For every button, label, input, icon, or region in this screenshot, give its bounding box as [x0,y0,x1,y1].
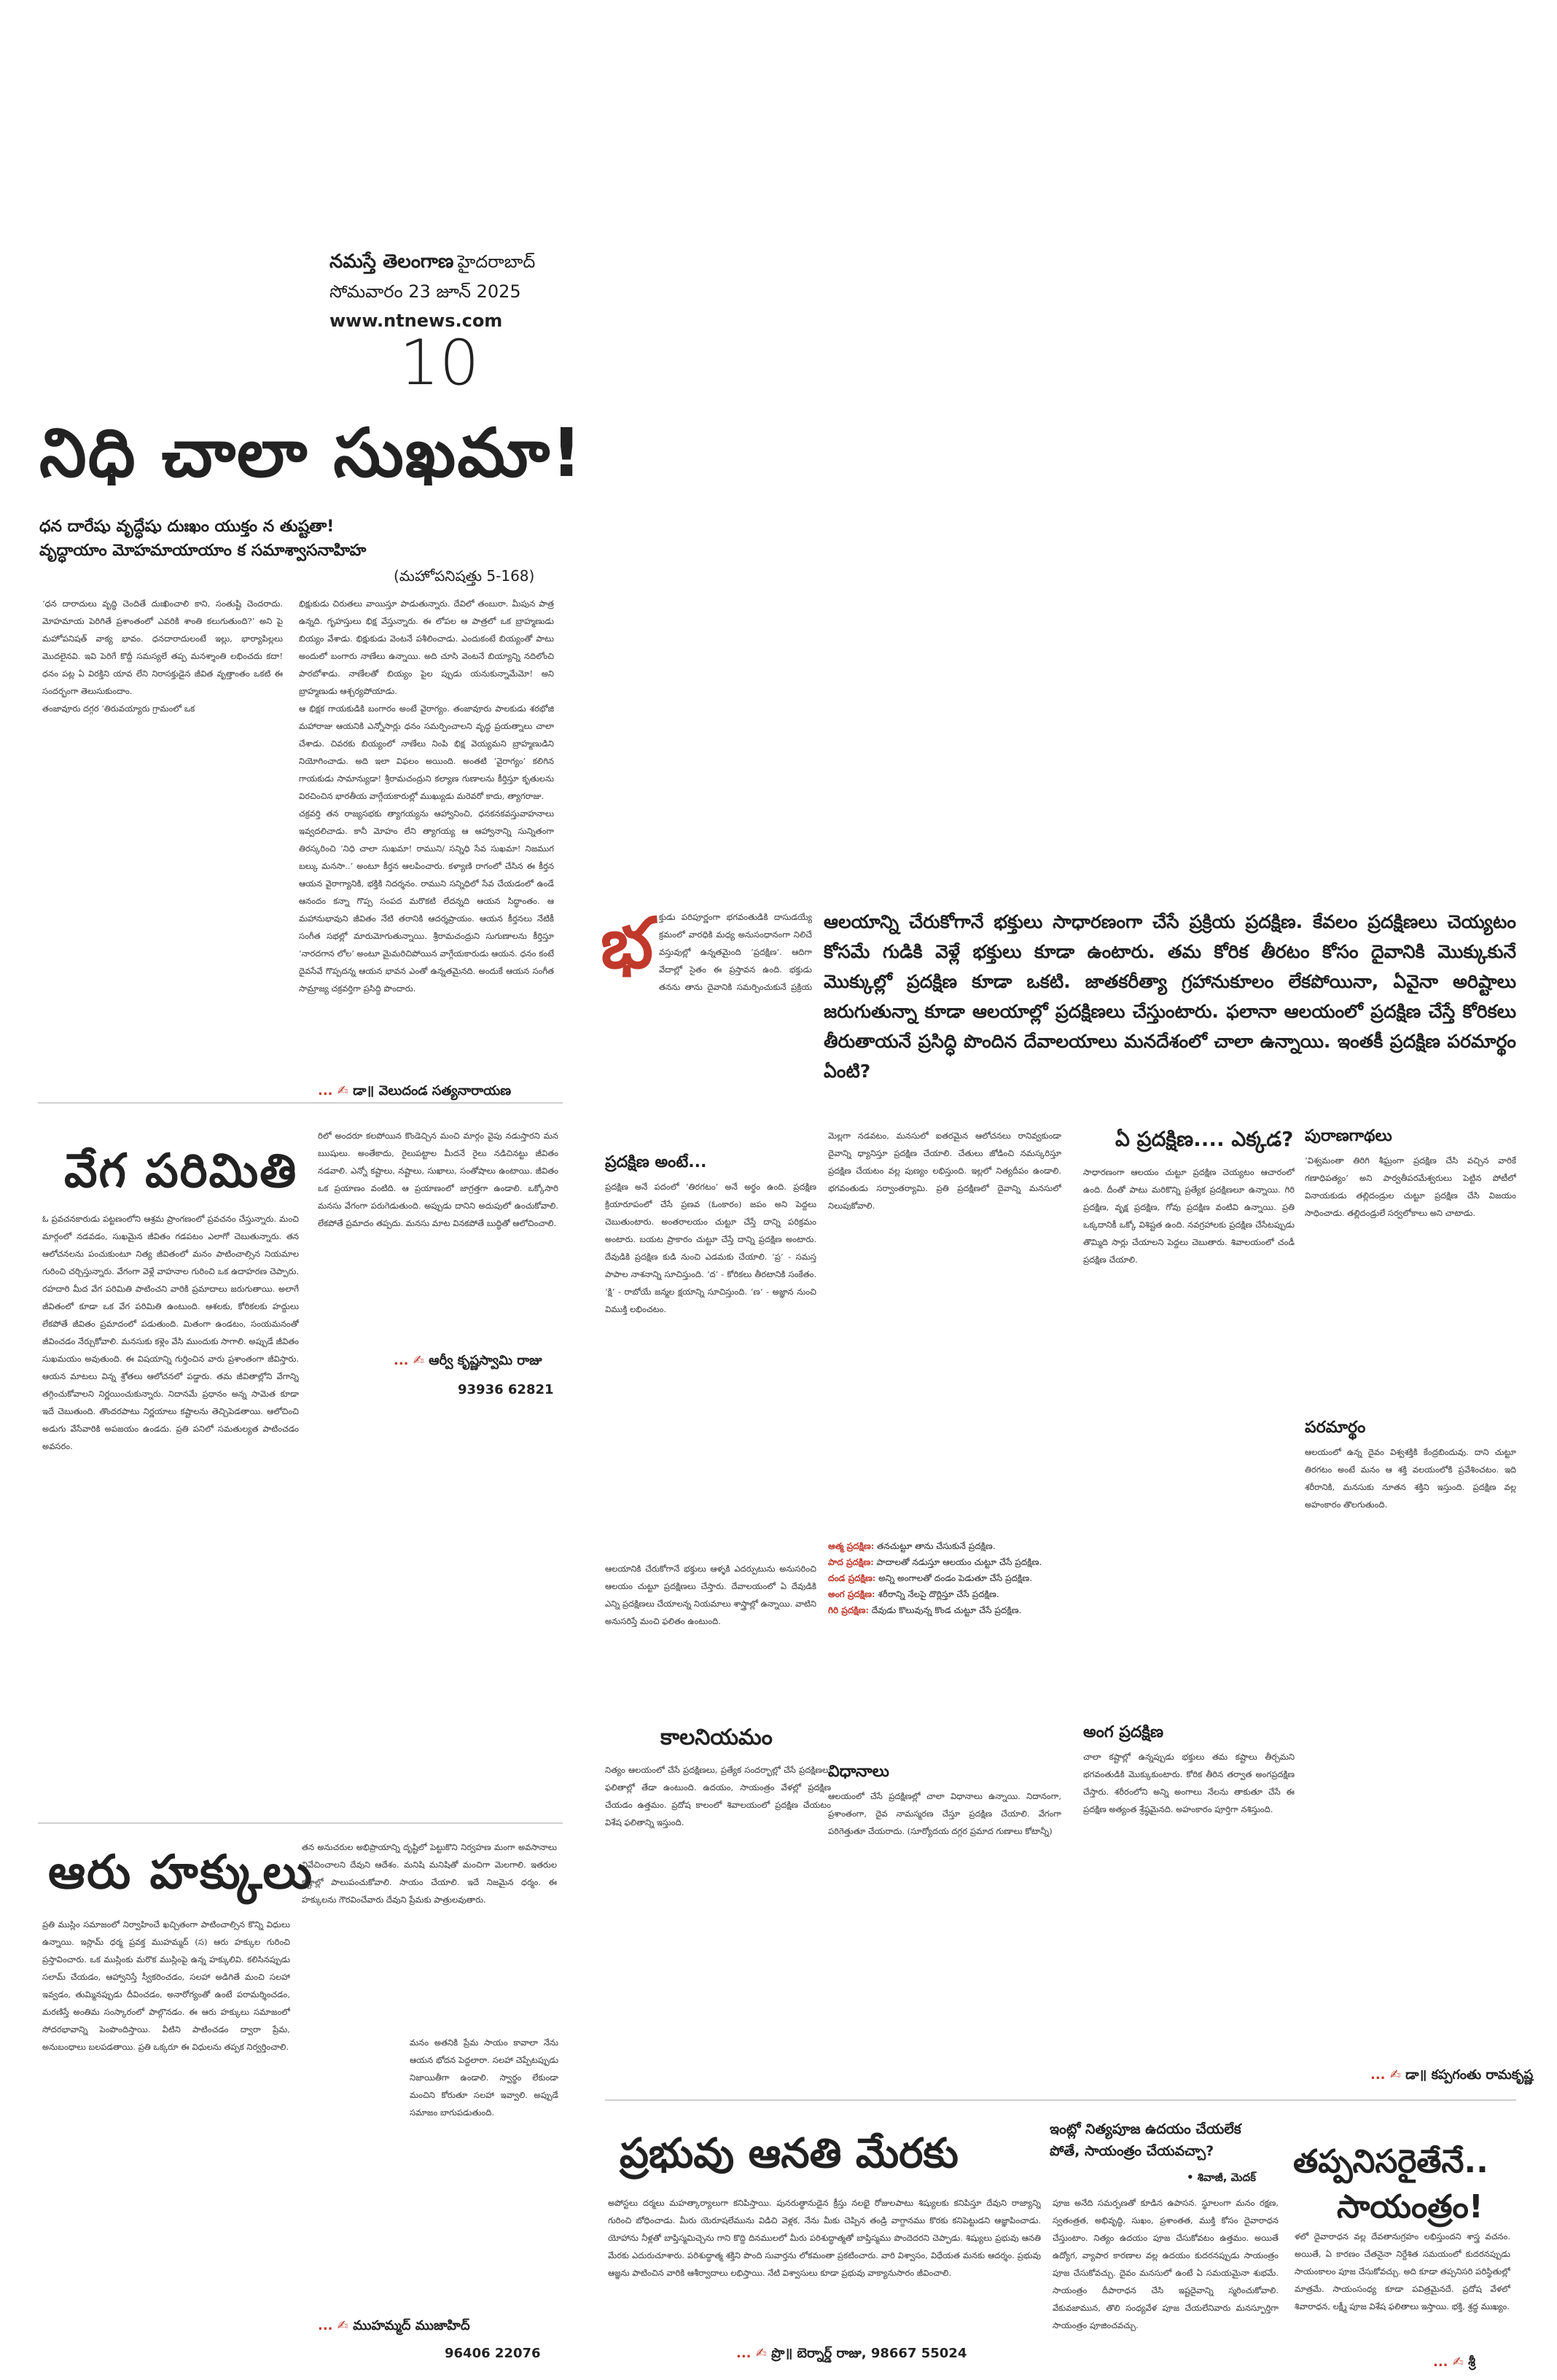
divider [38,1822,563,1824]
speed-byline: ... ✍ ఆర్వీ కృష్ణస్వామి రాజు [394,1353,542,1368]
verse-line-2: వృద్ధాయాం మోహమాయాయాం క సమాశ్వాసనాహిహ [39,542,367,560]
rights-author: ముహమ్మద్ ముజాహిద్ [353,2318,470,2333]
head-anga-pradakshina: అంగ ప్రదక్షిణ [1083,1723,1164,1741]
rights-phone: 96406 22076 [445,2346,541,2361]
rights-title: ఆరు హక్కులు [48,1846,314,1900]
type-item: గిరి ప్రదక్షిణ: దేవుడు కొలువున్న కొండ చుట్టూ చేసే ప్రదక్షిణ. [828,1605,1022,1615]
pen-icon: ✍ [413,1353,424,1368]
speed-phone: 93936 62821 [458,1382,554,1397]
divider [38,1102,563,1104]
pradakshina-col-1b: ప్రదక్షిణ అనే పదంలో ‘తిరగటం’ అనే అర్థం ఉంది. ప్రదక్షిణ క్రియారూపంలో చేసే ప్రణవ (ఓంకారం) జపం అని పెద్దలు చెబుతుంటారు. అంతరాలయం చుట్టూ చేస్తే దాన్ని పరిక్రమం అంటారు. బయట ప్రాకారం చుట్టూ చేస్తే దాన్ని ప్రదక్షిణ అంటారు. దేవుడికి ప్రదక్షిణ కుడి నుంచి ఎడమకు చేయాలి. ‘ప్ర’ - సమస్త పాపాల నాశనాన్ని సూచిస్తుంది. ‘ద’ - కోరికలు తీరటానికి సంకేతం. ‘క్షి’ - రాబోయే జన్మల క్షయాన్ని సూచిస్తుంది. ‘ణ’ - అజ్ఞాన నుంచి విముక్తి లభించటం. [605,1182,816,1314]
dropcap: భ [601,902,653,984]
verse-line-1: ధన దారేషు వృద్ధేషు దుఃఖం యుక్తం న తుష్టతా! [39,518,335,536]
must-byline: ... ✍ శ్రీ [1433,2354,1476,2370]
rights-body-col-2: తన అనుచరుల అభిప్రాయాన్ని దృష్టిలో పెట్టుకొని నిర్వహణ మంగా అవసానాలు వివేచించాలని దేవుని ఆదేశం. మనిషి మనిషితో మంచిగా మెలగాలి. ఇతరుల కష్టాల్లో పాలుపంచుకోవాలి. సాయం చేయాలి. ఇదే నిజమైన ధర్మం. ఈ హక్కులను గౌరవించేవారు దేవుని ప్రేమకు పాత్రులవుతారు. [302,1842,557,1905]
box-title: ఏ ప్రదక్షిణ.... ఎక్కడ? [1115,1127,1294,1151]
pen-icon: ✍ [1389,2067,1401,2083]
verse-source: (మహోపనిషత్తు 5-168) [394,567,535,585]
prabhuvu-author: ప్రొ॥ బెర్నార్డ్ రాజు [771,2346,862,2361]
must-title-line-1: తప్పనిసరైతేనే.. [1293,2143,1488,2180]
pradakshina-col-4b: ఆలయంలో ఉన్న దైవం విశ్వశక్తికి కేంద్రబిందువు. దాని చుట్టూ తిరగటం అంటే మనం ఆ శక్తి వలయంలోకి ప్రవేశించటం. ఇది శరీరానికి, మనసుకు నూతన శక్తిని ఇస్తుంది. ప్రదక్షిణ వల్ల అహంకారం తొలగుతుంది. [1305,1447,1516,1510]
head-puranagathalu: పురాణగాథలు [1305,1127,1392,1145]
masthead [329,251,563,331]
paper-name: నమస్తే తెలంగాణ [329,251,454,273]
type-item: పాద ప్రదక్షిణ: పాదాలతో నడుస్తూ ఆలయం చుట్టూ చేసే ప్రదక్షిణ. [828,1557,1042,1567]
pradakshina-author: డా॥ కప్పగంతు రామకృష్ణ [1405,2067,1534,2083]
speed-body-col-2: రిలో అందరూ కలపోయిన కొండెచ్చిన మంచి మార్గం వైపు నడుస్తారని మన ఋషులు. అంతేకాదు, రైలుపట్టాల మీదనే రైలు నడిచినట్టు జీవితం నడవాలి. ఎన్నో కష్టాలు, నష్టాలు, సుఖాలు, సంతోషాలు ఉంటాయి. జీవితం ఒక ప్రయాణం వంటిది. ఆ ప్రయాణంలో జాగ్రత్తగా ఉండాలి. ఒక్కోసారి మనసు వేగంగా పరుగెడుతుంది. అప్పుడు దానిని అదుపులో ఉంచుకోవాలి. లేకపోతే ప్రమాదం తప్పదు. మనసు మాట వినకపోతే బుద్ధితో ఆలోచించాలి. [318,1131,558,1228]
head-vidhanalu: విధానాలు [828,1763,889,1781]
speed-author: ఆర్వీ కృష్ణస్వామి రాజు [429,1353,542,1368]
rights-body-col-1: ప్రతి ముస్లిం సమాజంలో నిర్వాహించే ఖచ్చితంగా పాటించాల్సిన కొన్ని విధులు ఉన్నాయి. ఇస్లామ్ ధర్మ ప్రవక్త ముహమ్మద్ (స) ఆరు హక్కుల గురించి ప్రస్తావించారు. ఒక ముస్లింకు మరొక ముస్లింపై ఉన్న హక్కులివి. కలిసినప్పుడు సలామ్ చేయడం, ఆహ్వానిస్తే స్వీకరించడం, సలహా అడిగితే మంచి సలహా ఇవ్వడం, తుమ్మినప్పుడు దీవించడం, అనారోగ్యంతో ఉంటే పరామర్శించడం, మరణిస్తే అంతిమ సంస్కారంలో పాల్గొనడం. ఈ ఆరు హక్కులు సమాజంలో సోదరభావాన్ని పెంపొందిస్తాయి. వీటిని పాటించడం ద్వారా ప్రేమ, అనుబంధాలు బలపడతాయి. ప్రతి ఒక్కరూ ఈ విధులను తప్పక నిర్వర్తించాలి. [42,1919,290,2052]
pradakshina-byline: ... ✍ డా॥ కప్పగంతు రామకృష్ణ [1370,2067,1534,2083]
qa-answer: పూజ అనేది సమర్పణతో కూడిన ఉపాసన. స్థూలంగా మనం రక్షణ, స్వతంత్రత, అభివృద్ధి, సుఖం, ప్రశాంతత, ముక్తి కోసం దైవారాధన చేస్తుంటాం. నిత్యం ఉదయం పూజ చేసుకోవటం ఉత్తమం. అయితే ఉద్యోగ, వ్యాపార కారణాల వల్ల ఉదయం కుదరనప్పుడు సాయంత్రం పూజ చేసుకోవచ్చు. దైవం మనసులో ఉంటే ఏ సమయమైనా శుభమే. సాయంత్రం దీపారాధన చేసి ఇష్టదైవాన్ని స్మరించుకోవాలి. వేకువజామున, తొలి సంధ్యవేళ పూజ చేయలేనివారు మనస్ఫూర్తిగా సాయంత్రం పూజించవచ్చు. [1053,2198,1279,2330]
types-list [828,1538,1061,1618]
kalaniyamam-text: నిత్యం ఆలయంలో చేసే ప్రదక్షిణలు, ప్రత్యేక సందర్భాల్లో చేసే ప్రదక్షిణలు ఫలితాల్లో తేడా ఉంటుంది. ఉదయం, సాయంత్రం వేళల్లో ప్రదక్షిణ చేయడం ఉత్తమం. ప్రదోష కాలంలో శివాలయంలో ప్రదక్షిణ చేయటం విశేష ఫలితాన్ని ఇస్తుంది. [605,1765,831,1827]
must-author: శ్రీ [1468,2354,1476,2370]
divider [605,2099,1516,2101]
prabhuvu-text: అపోస్టలు దర్మలు మహత్కార్యాలుగా కనిపిస్తాయి. పునరుత్థానుడైన క్రీస్తు నలభై రోజులపాటు శిష్యులకు కనిపిస్తూ దేవుని రాజ్యాన్ని గురించి బోధించాడు. మీరు యెరూషలేమును విడిచి వెళ్లక, నేను మీకు చెప్పిన తండ్రి వాగ్దానము కొరకు కనిపెట్టుడని ఆజ్ఞాపించాడు. యోహాను నీళ్లతో బాప్తిస్మమిచ్చెను గాని కొద్ది దినములలో మీరు పరిశుద్ధాత్మతో బాప్తిస్మము పొందెదరని చెప్పాడు. శిష్యులు ప్రభువు ఆనతి మేరకు ఎదురుచూశారు. పరిశుద్ధాత్మ శక్తిని పొంది సువార్తను లోకమంతా ప్రకటించారు. వారి విశ్వాసం, విధేయత మనకు ఆదర్శం. ప్రభువు ఆజ్ఞను పాటించిన వారికి ఆశీర్వాదాలు లభిస్తాయి. నేటి విశ్వాసులు కూడా ప్రభువు వాక్యానుసారం జీవించాలి. [608,2198,1041,2278]
pradakshina-intro-a: క్తుడు పరిపూర్ణంగా భగవంతుడికి దాసుడయ్యే క్రమంలో వారధికి మధ్య అనుసంధానంగా నిలిచే వస్తువుల్లో ఉన్నతమైంది ‘ప్రదక్షిణ’. ఆదిగా వేదాల్లో సైతం ఈ ప్రస్తావన ఉంది. భక్తుడు తనను తాను దైవానికి సమర్పించుకునే ప్రక్రియ [659,912,812,992]
pradakshina-lead: ఆలయాన్ని చేరుకోగానే భక్తులు సాధారణంగా చేసే ప్రక్రియ ప్రదక్షిణ. కేవలం ప్రదక్షిణలు చెయ్యటం కోసమే గుడికి వెళ్లే భక్తులు కూడా ఉంటారు. తమ కోరిక తీరటం కోసం దైవానికి మొక్కుకునే మొక్కుల్లో ప్రదక్షిణ కూడా ఒకటి. జాతకరీత్యా గ్రహానుకూలం లేకపోయినా, ఏవైనా అరిష్టాలు జరుగుతున్నా కూడా ఆలయాల్లో ప్రదక్షిణలు చేస్తుంటారు. ఫలానా ఆలయంలో ప్రదక్షిణ చేస్తే కోరికలు తీరుతాయనే ప్రసిద్ధి పొందిన దేవాలయాలు మనదేశంలో చాలా ఉన్నాయి. ఇంతకీ ప్రదక్షిణ పరమార్థం ఏంటి? [824,911,1516,1082]
anga-pradakshina-text: చాలా కష్టాల్లో ఉన్నప్పుడు భక్తులు తమ కష్టాలు తీర్చమని భగవంతుడికి మొక్కుకుంటారు. కోరిక తీరిన తర్వాత అంగప్రదక్షిణ చేస్తారు. శరీరంలోని అన్ని అంగాలు నేలను తాకుతూ చేసే ఈ ప్రదక్షిణ అత్యంత శ్రేష్ఠమైనది. అహంకారం పూర్తిగా నశిస్తుంది. [1083,1752,1295,1814]
pradakshina-col-3: సాధారణంగా ఆలయం చుట్టూ ప్రదక్షిణ చెయ్యటం ఆచారంలో ఉంది. దీంతో పాటు మరికొన్ని ప్రత్యేక ప్రదక్షిణలూ ఉన్నాయి. గిరి ప్రదక్షిణ, వృక్ష ప్రదక్షిణ, గోవు ప్రదక్షిణ వంటివి ఉన్నాయి. ప్రతి ఒక్కదానికీ ఒక్కో విశిష్టత ఉంది. నవగ్రహాలకు ప్రదక్షిణ చేసేటప్పుడు తొమ్మిది సార్లు చేయాలని పెద్దలు చెబుతారు. శివాలయంలో చండీ ప్రదక్షిణ చేయాలి. [1083,1167,1295,1265]
lead-byline: ... ✍ డా॥ వెలుదండ సత్యనారాయణ [318,1083,512,1099]
pradakshina-col-2: మెల్లగా నడవటం, మనసులో ఐతరమైన ఆలోచనలు రానివ్వకుండా దైవాన్ని ధ్యానిస్తూ ప్రదక్షిణ చేయాలి. చేతులు జోడించి నమస్కరిస్తూ ప్రదక్షిణ చేయటం వల్ల పుణ్యం లభిస్తుంది. ఇల్లలో నిత్యదీపం ఉండాలి. భగవంతుడు సర్వాంతర్యామి. ప్రతి ప్రదక్షిణలో దైవాన్ని మనసులో నిలుపుకోవాలి. [828,1131,1061,1211]
pen-icon: ✍ [337,1083,348,1099]
vidhanalu-text: ఆలయంలో చేసే ప్రదక్షిణల్లో చాలా విధానాలు ఉన్నాయి. నిదానంగా, ప్రశాంతంగా, దైవ నామస్మరణ చేస్తూ ప్రదక్షిణ చేయాలి. వేగంగా పరిగెత్తుతూ చేయరాదు. (సూర్యోదయ దగ్గర ప్రమాద గుణాలు కోటాన్నీ) [828,1791,1061,1836]
type-item: ఆత్మ ప్రదక్షిణ: తనచుట్టూ తాను చేసుకునే ప్రదక్షిణ. [828,1541,996,1551]
pradakshina-col-4: ‘విశ్వమంతా తిరిగి శీఘ్రంగా ప్రదక్షిణ చేసి వచ్చిన వారికే గణాధిపత్యం’ అని పార్వతీపరమేశ్వరులు పెట్టిన పోటీలో వినాయకుడు తల్లిదండ్రుల చుట్టూ ప్రదక్షిణ చేసి విజయం సాధించాడు. తల్లిదండ్రులే సర్వలోకాలు అని చాటాడు. [1305,1155,1516,1218]
lead-body-col-1: ‘ధన దారాదులు వృద్ధి చెందితే దుఃఖించాలి కాని, సంతుష్టి చెందరాదు. మోహమాయ పెరిగితే ప్రశాంతంలో ఎవరికి శాంతి కలుగుతుంది?’ అని పై మహోపనిషత్ వాక్య భావం. ధనదారాదులంటే ఇల్లు, భార్యాపిల్లలు మొదలైనవి. ఇవి పెరిగే కొద్దీ సమస్యలే తప్ప మనశ్శాంతి లభించదు కదా! ధనం పట్ల ఏ విరక్తిని యావ లేని నిరాసక్తుడైన జీవిత వృత్తాంతం ఒకటి ఈ సందర్భంగా తెలుసుకుందాం. తంజావూరు దగ్గర ‘తిరువయ్యారు గ్రామంలో ఒక [42,598,283,714]
prabhuvu-title: ప్రభువు ఆనతి మేరకు [620,2130,959,2177]
prabhuvu-phone: 98667 55024 [870,2346,967,2361]
rights-byline: ... ✍ ముహమ్మద్ ముజాహిద్ [318,2318,470,2333]
type-item: అంగ ప్రదక్షిణ: శరీరాన్ని నేలపై దొర్లిస్తూ చేసే ప్రదక్షిణ. [828,1589,999,1599]
lead-title: నిధి చాలా సుఖమా! [39,414,584,492]
head-paramartham: పరమార్థం [1305,1419,1366,1437]
qa-question: ఇంట్లో నిత్యపూజ ఉదయం చేయలేక పోతే, సాయంత్రం చేయవచ్చా? [1050,2121,1241,2159]
lead-body-col-2: భిక్షుకుడు చిరుతలు వాయిస్తూ పాడుతున్నారు. దేవిలో తంబురా. మీపున పాత్ర ఉన్నది. గృహస్తులు భిక్ష వేస్తున్నారు. ఈ లోపల ఆ పాత్రలో ఒక బ్రాహ్మణుడు బియ్యం వేశాడు. భిక్షుకుడు వెంటనే పశీలించాడు. ఎందుకంటే బియ్యంతో పాటు అందులో బంగారు నాణేలు ఉన్నాయి. అది చూసి వెంటనే బియ్యాన్ని నదిలోంచి పారబోశాడు. నాణేలతో బియ్యం పైల ప్పుడు యనుకున్నామేమో! అని బ్రాహ్మణుడు ఆశ్చర్యపోయాడు. ఆ భిక్షక గాయకుడికి బంగారం అంటే వైరాగ్యం. తంజావూరు పాలకుడు శరభోజి మహారాజు ఆయనికి ఎన్నోసార్లు ధనం సమర్పించాలని వృద్ధ ప్రయత్నాలు చాలా చేశాడు. చివరకు బియ్యంలో నాణేలు నింపి భిక్ష వెయ్యమని బ్రాహ్మణుడిని నియోగించాడు. అది ఇలా విఫలం అయింది. అంతటి ‘వైరాగ్యం’ కలిగిన గాయకుడు సామాన్యుడా! శ్రీరామచంద్రుని కల్యాణ గుణాలను కీర్తిస్తూ కృతులను విరచించిన భారతీయ వాగ్గేయకారుల్లో ముఖ్యుడు మరెవరో కాదు, త్యాగరాజు. చక్రవర్తి తన రాజ్యసభకు త్యాగయ్యను ఆహ్వానించి, ధనకనకవస్తువాహనాలు ఇవ్వదలిచాడు. కానీ మోహం లేని త్యాగయ్య ఆ ఆహ్వానాన్ని సున్నితంగా తిరస్కరించి ‘నిధి చాలా సుఖమా! రాముని/ సన్నిధి సేవ సుఖమా! నిజముగ బల్కు మనసా..’ అంటూ కీర్తన ఆలపించారు. కళ్యాణి రాగంలో చేసిన ఈ కీర్తన ఆయన వైరాగ్యానికి, భక్తికి నిదర్శనం. రాముని సన్నిధిలో సేవ చేయడంలో ఉండే ఆనందం కన్నా గొప్ప సంపద మరొకటి లేదన్నది ఆయన సిద్ధాంతం. ఆ మహానుభావుని జీవితం నేటి తరానికి ఆదర్శప్రాయం. ఆయన కీర్తనలు నేటికీ సంగీత సభల్లో మారుమోగుతున్నాయి. శ్రీరామచంద్రుని సుగుణాలను కీర్తిస్తూ ‘నారదగాన లోల’ అంటూ మైమరిచిపోయిన వాగ్గేయకారుడు ఆయన. ధనం కంటే దైవసేవే గొప్పదన్న ఆయన భావన ఎంతో ఉన్నతమైనది. అందుకే ఆయన సంగీత సామ్రాజ్య చక్రవర్తిగా ప్రసిద్ధి పొందారు. [299,598,554,994]
pen-icon: ✍ [1452,2354,1464,2370]
must-title [1293,2143,1526,2233]
pradakshina-col-1c: ఆలయానికి చేరుకోగానే భక్తులు ఆళ్ళకి ఎదర్పుటును అనుసరించి ఆలయం చుట్టూ ప్రదక్షిణలు చేస్తారు. దేవాలయంలో ఏ దేవుడికి ఎన్ని ప్రదక్షిణలు చేయాలన్న నియమాలు శాస్త్రాల్లో ఉన్నాయి. వాటిని అనుసరిస్తే మంచి ఫలితం ఉంటుంది. [605,1564,816,1626]
speed-body-col-1: ఓ ప్రవచనకారుడు పట్టణంలోని ఆశ్రమ ప్రాంగణంలో ప్రవచనం చేస్తున్నారు. మంచి మార్గంలో నడవడం, సుఖమైన జీవితం గడపటం ఎలాగో చెబుతున్నారు. తన ఆలోచనలను పంచుకుంటూ నిత్య జీవితంలో మనం పాటించాల్సిన నియమాల గురించి చర్చిస్తున్నారు. వేగంగా వెళ్లే వాహనాల గురించి ఒక ఉదాహరణ చెప్పారు. రహదారి మీద వేగ పరిమితి పాటించని వారికి ప్రమాదాలు జరుగుతాయి. అలాగే జీవితంలో కూడా ఒక వేగ పరిమితి ఉంటుంది. ఆశలకు, కోరికలకు హద్దులు లేకపోతే జీవితం ప్రమాదంలో పడుతుంది. మితంగా ఉండటం, సంయమనంతో జీవించడం నేర్చుకోవాలి. మనసుకు కళ్లెం వేసి ముందుకు సాగాలి. అప్పుడే జీవితం సుఖమయం అవుతుంది. ఈ విషయాన్ని గుర్తించిన వారు ప్రశాంతంగా జీవిస్తారు. ఆయన మాటలు విన్న శ్రోతలు ఆలోచనలో పడ్డారు. తమ జీవితాల్లోని వేగాన్ని తగ్గించుకోవాలని నిర్ణయించుకున్నారు. నిదానమే ప్రధానం అన్న సామెత కూడా ఇదే చెబుతుంది. తొందరపాటు నిర్ణయాలు కష్టాలను తెచ్చిపెడతాయి. ఆలోచించి అడుగు వేసేవారికి అపజయం ఉండదు. ప్రతి పనిలో సమతుల్యత పాటించడం అవసరం. [42,1214,299,1451]
speed-title: వేగ పరిమితి [64,1144,298,1198]
must-text: ళలో దైవారాధన వల్ల దేవతానుగ్రహం లభిస్తుందని శాస్త్ర వచనం. అయితే, ఏ కారణం చేతనైనా నిర్దేశిత సమయంలో కుదరనప్పుడు సాయంకాలం పూజ చేసుకోవచ్చు. అది కూడా తప్పనిసరి పరిస్థితుల్లో మాత్రమే. సాయంసంధ్య కూడా పవిత్రమైనదే. ప్రదోష వేళలో శివారాధన, లక్ష్మీ పూజ విశేష ఫలితాలు ఇస్తాయి. భక్తి, శ్రద్ధ ముఖ్యం. [1295,2231,1510,2311]
qa-asker: • శివాజీ, మెదక్ [1187,2171,1256,2184]
page-number: 10 [399,327,480,399]
prabhuvu-byline: ... ✍ ప్రొ॥ బెర్నార్డ్ రాజు, 98667 55024 [736,2346,967,2361]
must-title-line-2: సాయంత్రం! [1337,2188,1483,2225]
pen-icon: ✍ [755,2346,767,2361]
pen-icon: ✍ [337,2318,348,2333]
lead-author: డా॥ వెలుదండ సత్యనారాయణ [353,1083,512,1099]
head-kalaniyamam: కాలనియమం [660,1725,773,1750]
pradakshina-intro-b [605,1000,812,1139]
rights-body-col-3: మనం అతనికి ప్రేమ సాయం కావాలా నేను ఆయన భోదన పెద్దలారా. సలహా చెప్పేటప్పుడు నిజాయితీగా ఉండాలి. స్వార్థం లేకుండా మంచిని కోరుతూ సలహా ఇవ్వాలి. అప్పుడే సమాజం బాగుపడుతుంది. [410,2037,558,2118]
website-link[interactable]: www.ntnews.com [329,311,503,331]
city: హైదరాబాద్ [457,251,536,272]
issue-date: సోమవారం 23 జూన్ 2025 [329,281,521,302]
lead-verse [39,515,564,563]
head-pradakshina-ante: ప్రదక్షిణ అంటే... [605,1153,707,1171]
type-item: దండ ప్రదక్షిణ: అన్ని అంగాలతో దండం పెడుతూ చేసే ప్రదక్షిణ. [828,1573,1033,1583]
